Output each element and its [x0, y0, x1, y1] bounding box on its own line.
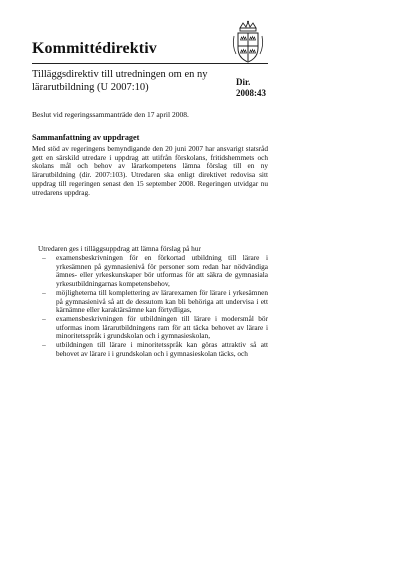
bullet-marker: – [42, 253, 46, 262]
document-title: Kommittédirektiv [32, 40, 157, 57]
list-item [32, 289, 268, 315]
intro-line: Utredaren ges i tilläggsuppdrag att lämna förslag på hur [38, 244, 201, 253]
bullet-marker: – [42, 287, 46, 297]
list-item [32, 254, 268, 289]
header-divider [32, 63, 268, 64]
bullet-text: examensbeskrivningen för en förkortad utbildning till lärare i yrkesämnen på gymnasienivå för personer som redan har nödvändiga ämnes- eller yrkeskunskaper bör utformas för att säkra de gymnasiala yrkesutbildningarnas kompetensbehov, [56, 253, 268, 289]
bullet-text: möjligheterna till komplettering av lärarexamen för lärare i yrkesämnen på gymnasienivå så att de dessutom kan bli behöriga att undervisa i ett kärnämne eller karaktärsämne kan förtydligas, [56, 287, 268, 315]
list-item [32, 341, 268, 358]
section-title: Sammanfattning av uppdraget [32, 133, 140, 142]
document-header [32, 40, 157, 58]
swedish-royal-crest-icon [230, 20, 266, 66]
directive-number-block [236, 77, 276, 99]
bullet-text: examensbeskrivningen för utbildningen till lärare i modersmål bör utformas inom lärarutbildningens ram för att täcka behovet av lärare i minoritetsspråk i grundskolan och i gymnasieskolan, [56, 313, 268, 341]
decision-line: Beslut vid regeringssammanträde den 17 april 2008. [32, 110, 189, 119]
directive-number: 2008:43 [236, 88, 266, 98]
bullet-list [32, 254, 268, 358]
directive-label: Dir. [236, 77, 251, 87]
bullet-marker: – [42, 340, 46, 350]
bullet-marker: – [42, 313, 46, 323]
document-subtitle: Tilläggsdirektiv till utredningen om en ny lärarutbildning (U 2007:10) [32, 69, 208, 93]
list-item [32, 315, 268, 341]
summary-paragraph: Med stöd av regeringens bemyndigande den 20 juni 2007 har ansvarigt statsråd gett en särskild utredare i uppdrag att utifrån förskolans, fritidshemmets och skolans mål och behov av lärarkompetens lämna förslag till en ny lärarutbildning (dir. 2007:103). Utredaren ska enligt direktivet redovisa sitt uppdrag till regeringen senast den 15 september 2008. Regeringen utvidgar nu utredarens uppdrag. [32, 144, 268, 197]
bullet-text: utbildningen till lärare i minoritetsspråk kan göras attraktiv så att behovet av lärare i i grundskolan och i gymnasieskolan täcks, och [56, 340, 268, 358]
